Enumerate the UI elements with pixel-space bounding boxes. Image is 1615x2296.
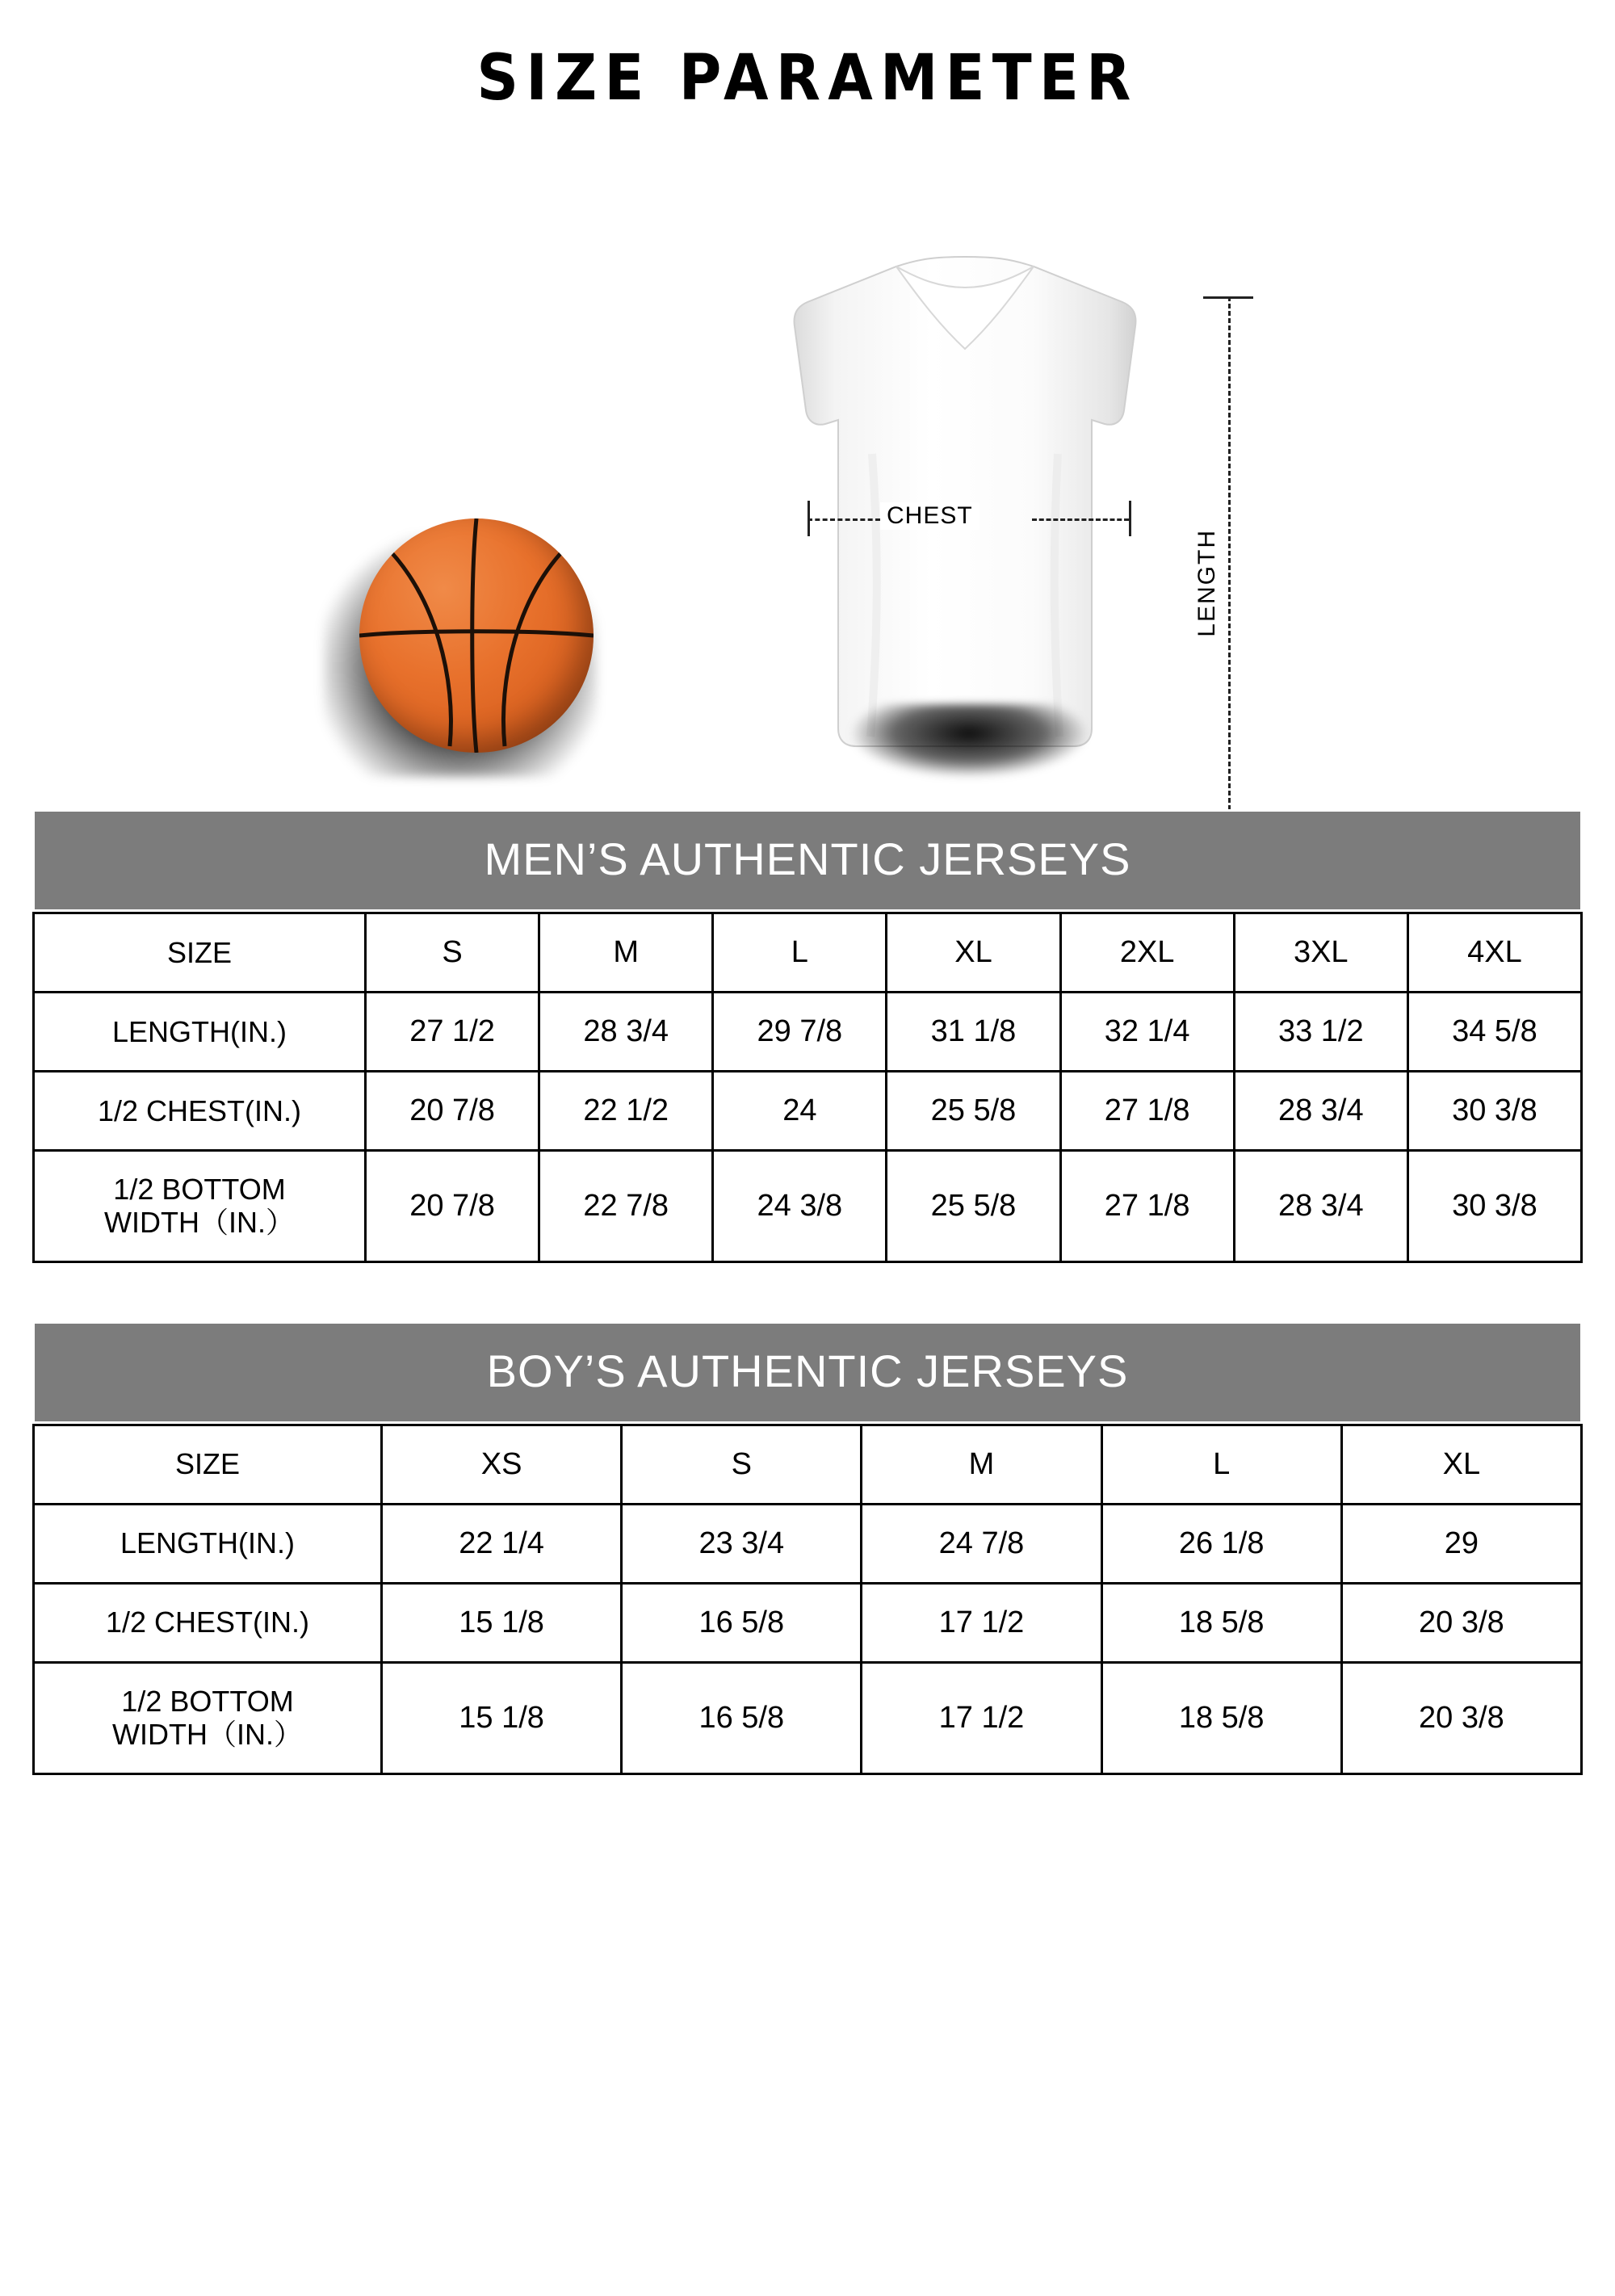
table-cell-line2: WIDTH（IN.） <box>112 1718 303 1752</box>
table-cell: 24 <box>713 1072 887 1151</box>
table-cell: 20 7/8 <box>366 1151 539 1262</box>
table-cell: SIZE <box>34 1425 382 1504</box>
table-row <box>34 1425 1582 1504</box>
table-cell: XS <box>382 1425 622 1504</box>
table-row <box>34 913 1582 993</box>
table-cell: 29 <box>1341 1504 1581 1583</box>
table-cell-line1: 1/2 BOTTOM <box>113 1173 286 1206</box>
table-cell: 16 5/8 <box>622 1583 862 1662</box>
table-cell: XL <box>1341 1425 1581 1504</box>
chest-measure-label: CHEST <box>880 502 979 530</box>
boys-size-table <box>32 1424 1583 1775</box>
table-cell: 15 1/8 <box>382 1662 622 1773</box>
mens-size-table-block <box>32 809 1583 1263</box>
table-cell: 20 7/8 <box>366 1072 539 1151</box>
table-cell: 20 3/8 <box>1341 1662 1581 1773</box>
table-cell-line1: 1/2 BOTTOM <box>121 1684 294 1718</box>
table-row <box>34 1662 1582 1773</box>
table-cell: 3XL <box>1234 913 1407 993</box>
table-cell: 33 1/2 <box>1234 993 1407 1072</box>
table-cell: 20 3/8 <box>1341 1583 1581 1662</box>
basketball-illustration <box>315 502 606 769</box>
table-cell: 28 3/4 <box>1234 1072 1407 1151</box>
table-cell: 17 1/2 <box>862 1662 1101 1773</box>
table-cell: 25 5/8 <box>887 1072 1060 1151</box>
table-cell: 24 3/8 <box>713 1151 887 1262</box>
table-cell <box>34 1662 382 1773</box>
table-cell: 28 3/4 <box>1234 1151 1407 1262</box>
table-cell: M <box>862 1425 1101 1504</box>
table-row <box>34 1583 1582 1662</box>
table-cell: 4XL <box>1407 913 1581 993</box>
table-cell: 18 5/8 <box>1101 1662 1341 1773</box>
table-cell: M <box>539 913 713 993</box>
table-cell: 22 1/4 <box>382 1504 622 1583</box>
basketball-icon <box>359 518 594 753</box>
table-cell: S <box>622 1425 862 1504</box>
table-cell: 31 1/8 <box>887 993 1060 1072</box>
chest-measure-right-line <box>1032 518 1129 521</box>
table-cell: 24 7/8 <box>862 1504 1101 1583</box>
table-cell: 30 3/8 <box>1407 1151 1581 1262</box>
size-diagram <box>0 115 1615 809</box>
table-cell: 18 5/8 <box>1101 1583 1341 1662</box>
table-row <box>34 993 1582 1072</box>
table-cell: 22 1/2 <box>539 1072 713 1151</box>
table-cell: LENGTH(IN.) <box>34 993 366 1072</box>
mens-table-banner: MEN’S AUTHENTIC JERSEYS <box>32 809 1583 912</box>
table-cell: 29 7/8 <box>713 993 887 1072</box>
table-cell: 16 5/8 <box>622 1662 862 1773</box>
length-measure-label: LENGTH <box>1193 523 1221 644</box>
mens-size-table <box>32 912 1583 1263</box>
table-cell: 15 1/8 <box>382 1583 622 1662</box>
length-measure-line <box>1228 296 1231 854</box>
table-cell: 28 3/4 <box>539 993 713 1072</box>
table-cell: 23 3/4 <box>622 1504 862 1583</box>
table-cell: 27 1/2 <box>366 993 539 1072</box>
jersey-shadow <box>852 704 1086 777</box>
page-title: SIZE PARAMETER <box>476 42 1139 115</box>
table-cell: 34 5/8 <box>1407 993 1581 1072</box>
table-cell: 22 7/8 <box>539 1151 713 1262</box>
boys-table-banner: BOY’S AUTHENTIC JERSEYS <box>32 1321 1583 1424</box>
table-cell: 32 1/4 <box>1060 993 1234 1072</box>
table-row <box>34 1151 1582 1262</box>
table-cell-line2: WIDTH（IN.） <box>104 1206 295 1240</box>
table-cell: 27 1/8 <box>1060 1151 1234 1262</box>
table-cell: 17 1/2 <box>862 1583 1101 1662</box>
table-cell: XL <box>887 913 1060 993</box>
table-cell: 25 5/8 <box>887 1151 1060 1262</box>
boys-size-table-block <box>32 1321 1583 1775</box>
table-cell: L <box>713 913 887 993</box>
table-cell: SIZE <box>34 913 366 993</box>
table-cell: 1/2 CHEST(IN.) <box>34 1583 382 1662</box>
table-cell: L <box>1101 1425 1341 1504</box>
table-cell: 27 1/8 <box>1060 1072 1234 1151</box>
table-cell: LENGTH(IN.) <box>34 1504 382 1583</box>
table-cell <box>34 1151 366 1262</box>
table-cell: 26 1/8 <box>1101 1504 1341 1583</box>
table-cell: S <box>366 913 539 993</box>
chest-measure-right-cap <box>1129 501 1131 536</box>
table-row <box>34 1504 1582 1583</box>
table-cell: 1/2 CHEST(IN.) <box>34 1072 366 1151</box>
table-row <box>34 1072 1582 1151</box>
table-cell: 30 3/8 <box>1407 1072 1581 1151</box>
table-cell: 2XL <box>1060 913 1234 993</box>
chest-measure-left-line <box>808 518 880 521</box>
